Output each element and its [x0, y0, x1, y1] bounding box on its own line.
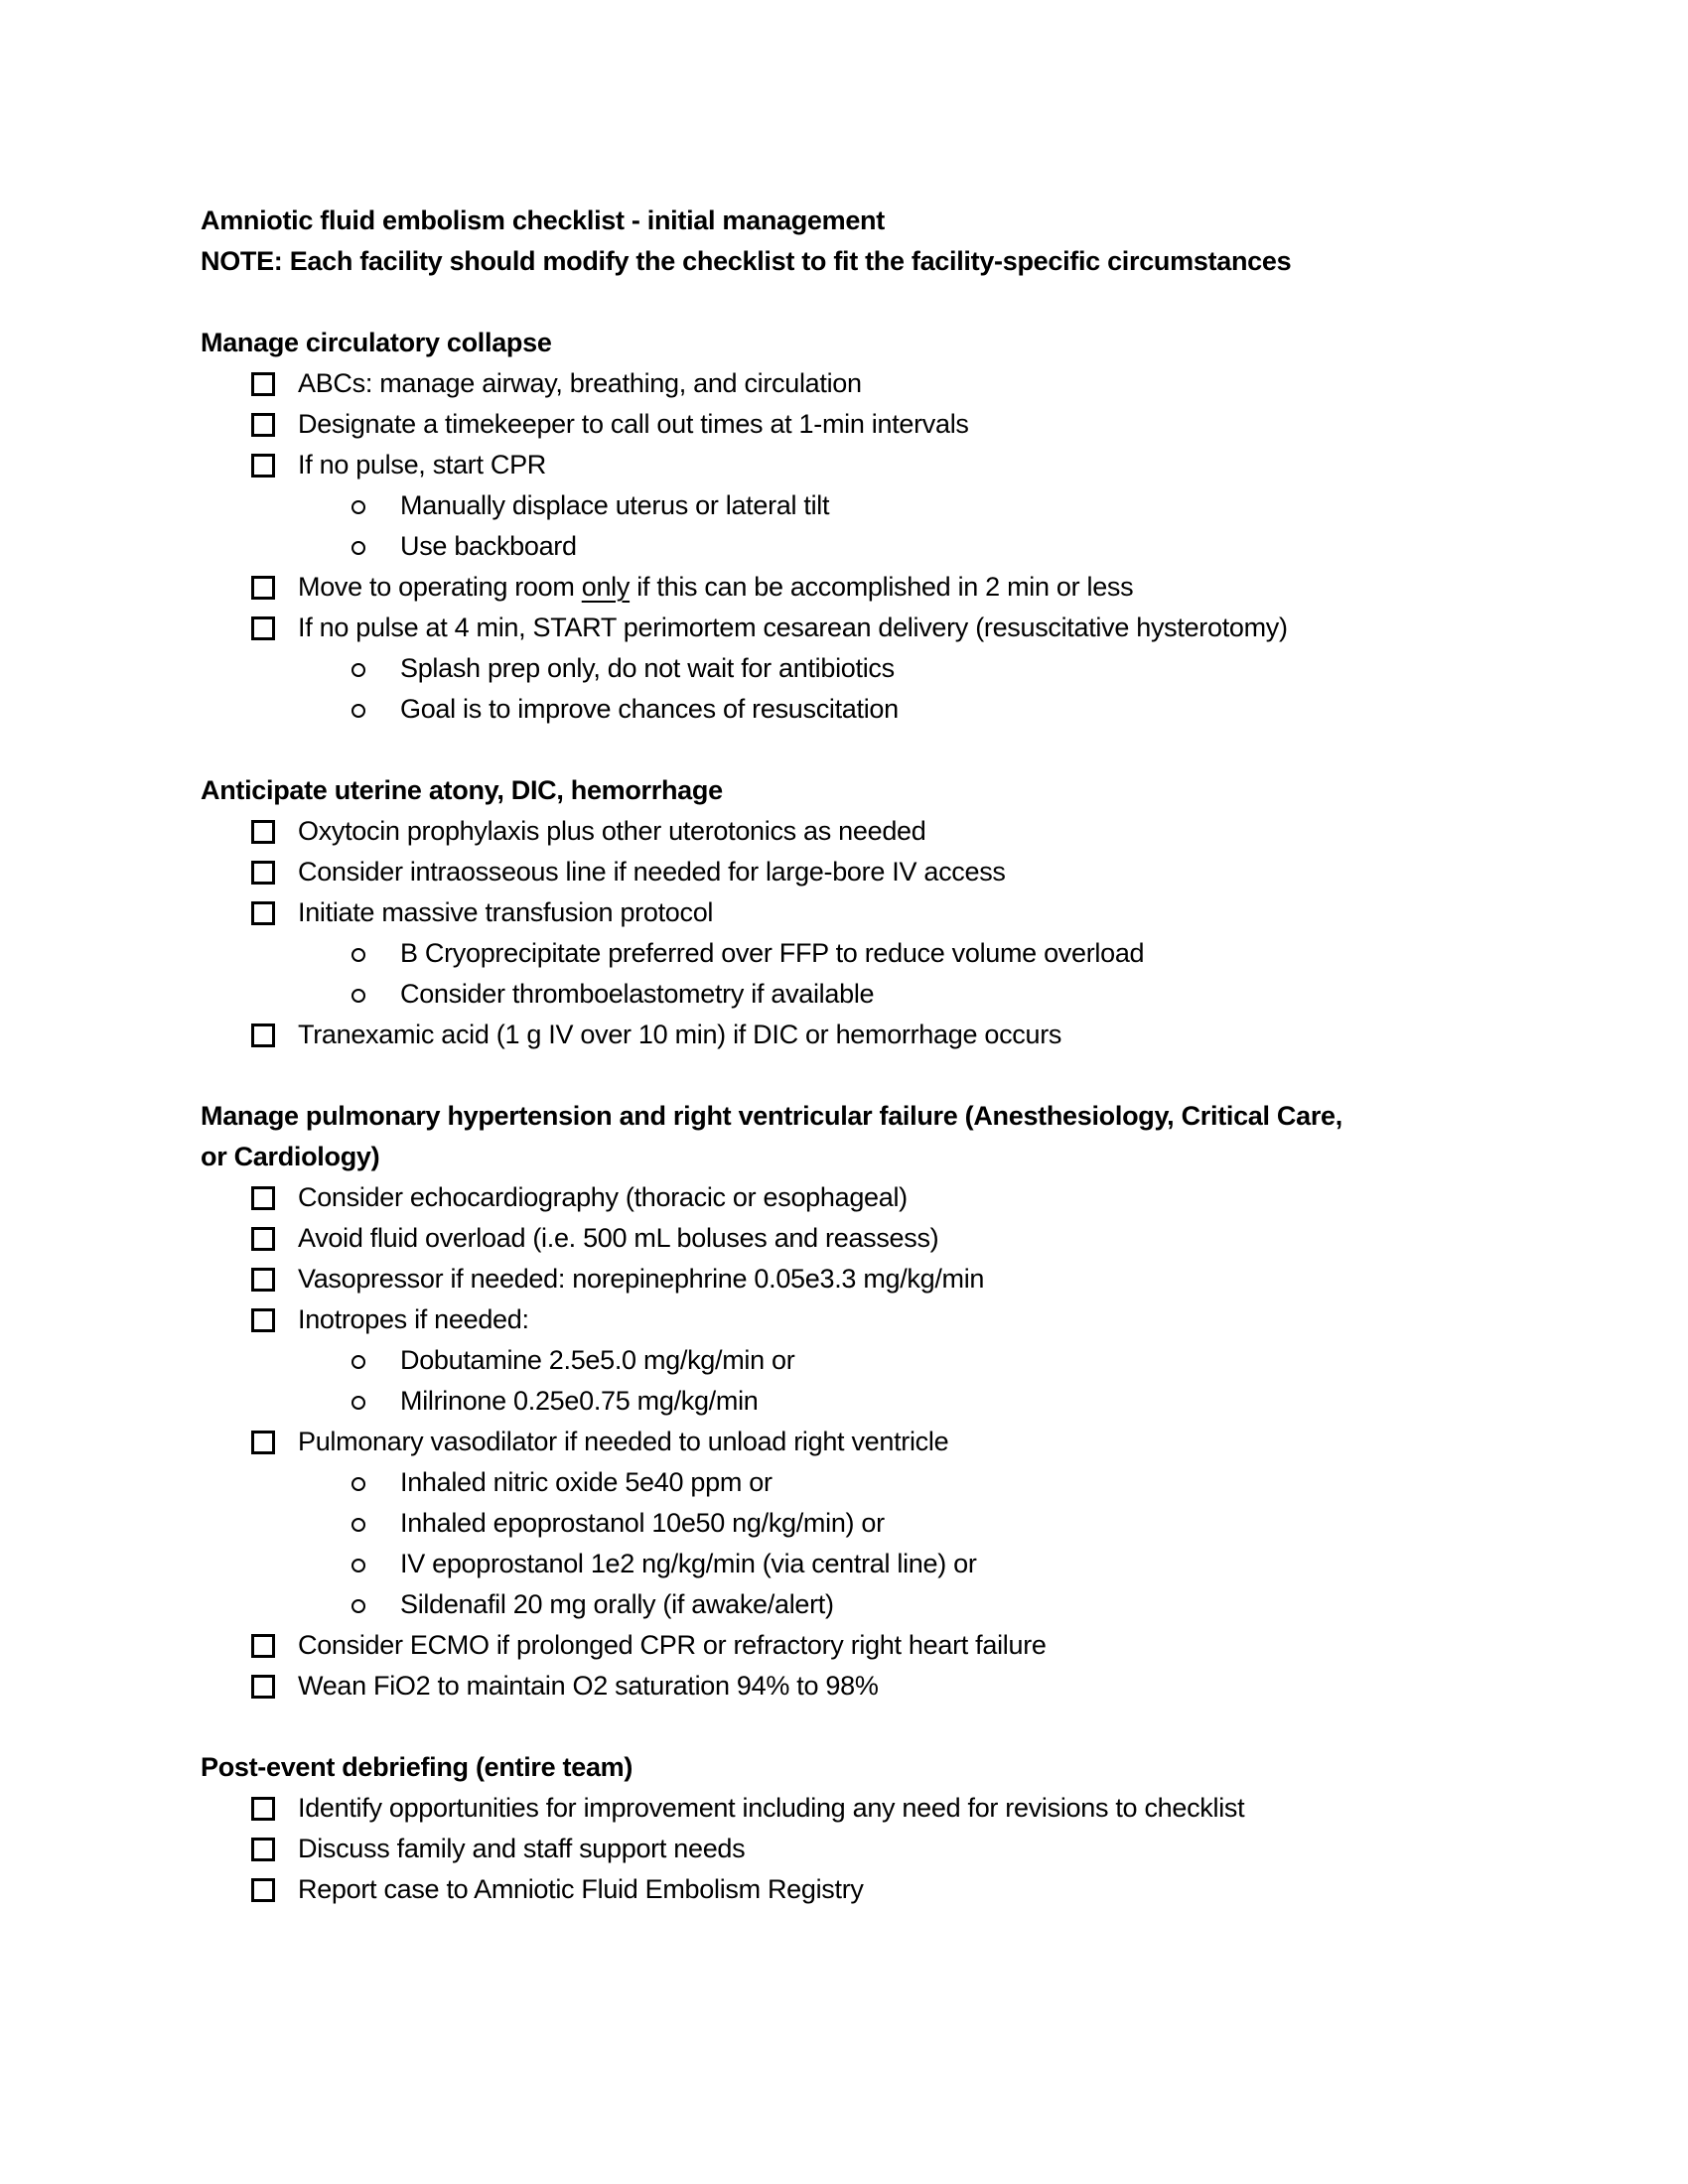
item-text: Wean FiO2 to maintain O2 saturation 94% to 98% [298, 1671, 879, 1701]
checklist-subitem [201, 974, 1611, 1015]
checklist-subitem [201, 485, 1611, 526]
circle-bullet-icon [352, 541, 365, 555]
checklist-item [201, 404, 1611, 445]
checkbox-icon[interactable] [251, 1268, 275, 1292]
circle-bullet-icon [352, 1559, 365, 1572]
circle-bullet-icon [352, 1518, 365, 1532]
item-text: If no pulse at 4 min, START perimortem cesarean delivery (resuscitative hysterotomy) [298, 613, 1288, 642]
section-heading: Post-event debriefing (entire team) [201, 1752, 633, 1782]
item-text: Milrinone 0.25e0.75 mg/kg/min [400, 1386, 759, 1416]
checklist-subitem [201, 648, 1611, 689]
item-text: Consider thromboelastometry if available [400, 979, 875, 1009]
checklist-item [201, 1218, 1611, 1259]
circle-bullet-icon [352, 500, 365, 514]
checkbox-icon[interactable] [251, 820, 275, 844]
checklist-item [201, 1259, 1611, 1299]
item-text: Move to operating room only if this can be accomplished in 2 min or less [298, 572, 1134, 602]
checkbox-icon[interactable] [251, 1634, 275, 1658]
item-text: Consider echocardiography (thoracic or esophageal) [298, 1182, 908, 1212]
section-heading: Manage circulatory collapse [201, 328, 552, 357]
checkbox-icon[interactable] [251, 616, 275, 640]
checkbox-icon[interactable] [251, 1838, 275, 1861]
item-text: Splash prep only, do not wait for antibiotics [400, 653, 895, 683]
section-heading: Anticipate uterine atony, DIC, hemorrhage [201, 775, 723, 805]
document-content [201, 201, 1611, 1910]
checklist-subitem [201, 1340, 1611, 1381]
checkbox-icon[interactable] [251, 1024, 275, 1047]
circle-bullet-icon [352, 1599, 365, 1613]
item-text: If no pulse, start CPR [298, 450, 547, 479]
underlined-word: only [581, 572, 631, 602]
item-text: Pulmonary vasodilator if needed to unload right ventricle [298, 1427, 949, 1456]
item-text: ABCs: manage airway, breathing, and circulation [298, 368, 862, 398]
item-text: Use backboard [400, 531, 577, 561]
item-text: Manually displace uterus or lateral tilt [400, 490, 830, 520]
checkbox-icon[interactable] [251, 1431, 275, 1454]
checklist-item [201, 1788, 1611, 1829]
checkbox-icon[interactable] [251, 861, 275, 885]
circle-bullet-icon [352, 1355, 365, 1369]
item-text: Oxytocin prophylaxis plus other uterotonics as needed [298, 816, 926, 846]
item-text: Avoid fluid overload (i.e. 500 mL boluses and reassess) [298, 1223, 939, 1253]
checklist-section [201, 770, 1611, 1055]
item-text: Initiate massive transfusion protocol [298, 897, 714, 927]
checklist-item [201, 1869, 1611, 1910]
checkbox-icon[interactable] [251, 413, 275, 437]
item-text: Discuss family and staff support needs [298, 1834, 746, 1863]
checklist-item [201, 567, 1611, 608]
item-text: Dobutamine 2.5e5.0 mg/kg/min or [400, 1345, 795, 1375]
item-text: Identify opportunities for improvement including any need for revisions to checklist [298, 1793, 1245, 1823]
checklist-item [201, 811, 1611, 852]
item-text: Goal is to improve chances of resuscitation [400, 694, 899, 724]
checklist-section [201, 323, 1611, 730]
checkbox-icon[interactable] [251, 901, 275, 925]
checklist-subitem [201, 1381, 1611, 1422]
item-text: Consider intraosseous line if needed for large-bore IV access [298, 857, 1006, 887]
checkbox-icon[interactable] [251, 1186, 275, 1210]
circle-bullet-icon [352, 948, 365, 962]
item-text: B Cryoprecipitate preferred over FFP to reduce volume overload [400, 938, 1145, 968]
item-text: Tranexamic acid (1 g IV over 10 min) if DIC or hemorrhage occurs [298, 1020, 1062, 1049]
checklist-item [201, 1015, 1611, 1055]
checklist-subitem [201, 1584, 1611, 1625]
checklist-item [201, 1829, 1611, 1869]
checklist-subitem [201, 1503, 1611, 1544]
checkbox-icon[interactable] [251, 1308, 275, 1332]
checkbox-icon[interactable] [251, 1878, 275, 1902]
circle-bullet-icon [352, 663, 365, 677]
checklist-item [201, 445, 1611, 485]
checklist-section [201, 1096, 1611, 1706]
checklist-item [201, 1177, 1611, 1218]
checklist-subitem [201, 526, 1611, 567]
checklist-item [201, 608, 1611, 648]
circle-bullet-icon [352, 1477, 365, 1491]
circle-bullet-icon [352, 989, 365, 1003]
item-text: Inhaled nitric oxide 5e40 ppm or [400, 1467, 773, 1497]
item-text: Designate a timekeeper to call out times at 1-min intervals [298, 409, 969, 439]
checklist-section [201, 1747, 1611, 1910]
document-note: NOTE: Each facility should modify the checklist to fit the facility-specific circumstances [201, 246, 1292, 276]
checklist-subitem [201, 1462, 1611, 1503]
section-heading: Manage pulmonary hypertension and right ventricular failure (Anesthesiology, Critical Care, [201, 1101, 1342, 1131]
checklist-item [201, 1625, 1611, 1666]
checklist-item [201, 1299, 1611, 1340]
document-title: Amniotic fluid embolism checklist - initial management [201, 205, 885, 235]
checklist-subitem [201, 689, 1611, 730]
checklist-item [201, 363, 1611, 404]
item-text: Consider ECMO if prolonged CPR or refractory right heart failure [298, 1630, 1047, 1660]
checklist-item [201, 892, 1611, 933]
item-text: IV epoprostanol 1e2 ng/kg/min (via central line) or [400, 1549, 977, 1578]
checklist-item [201, 1422, 1611, 1462]
checkbox-icon[interactable] [251, 1227, 275, 1251]
item-text: Report case to Amniotic Fluid Embolism Registry [298, 1874, 864, 1904]
checklist-item [201, 852, 1611, 892]
checklist-subitem [201, 1544, 1611, 1584]
checkbox-icon[interactable] [251, 372, 275, 396]
checkbox-icon[interactable] [251, 1675, 275, 1699]
checkbox-icon[interactable] [251, 454, 275, 478]
checkbox-icon[interactable] [251, 576, 275, 600]
checklist-sections [201, 323, 1611, 1910]
checklist-subitem [201, 933, 1611, 974]
checklist-item [201, 1666, 1611, 1706]
item-text: Sildenafil 20 mg orally (if awake/alert) [400, 1589, 834, 1619]
item-text: Vasopressor if needed: norepinephrine 0.05e3.3 mg/kg/min [298, 1264, 985, 1294]
section-heading: or Cardiology) [201, 1142, 380, 1171]
title-block [201, 201, 1611, 282]
circle-bullet-icon [352, 1396, 365, 1410]
item-text: Inhaled epoprostanol 10e50 ng/kg/min) or [400, 1508, 885, 1538]
item-text: Inotropes if needed: [298, 1304, 529, 1334]
circle-bullet-icon [352, 704, 365, 718]
checkbox-icon[interactable] [251, 1797, 275, 1821]
